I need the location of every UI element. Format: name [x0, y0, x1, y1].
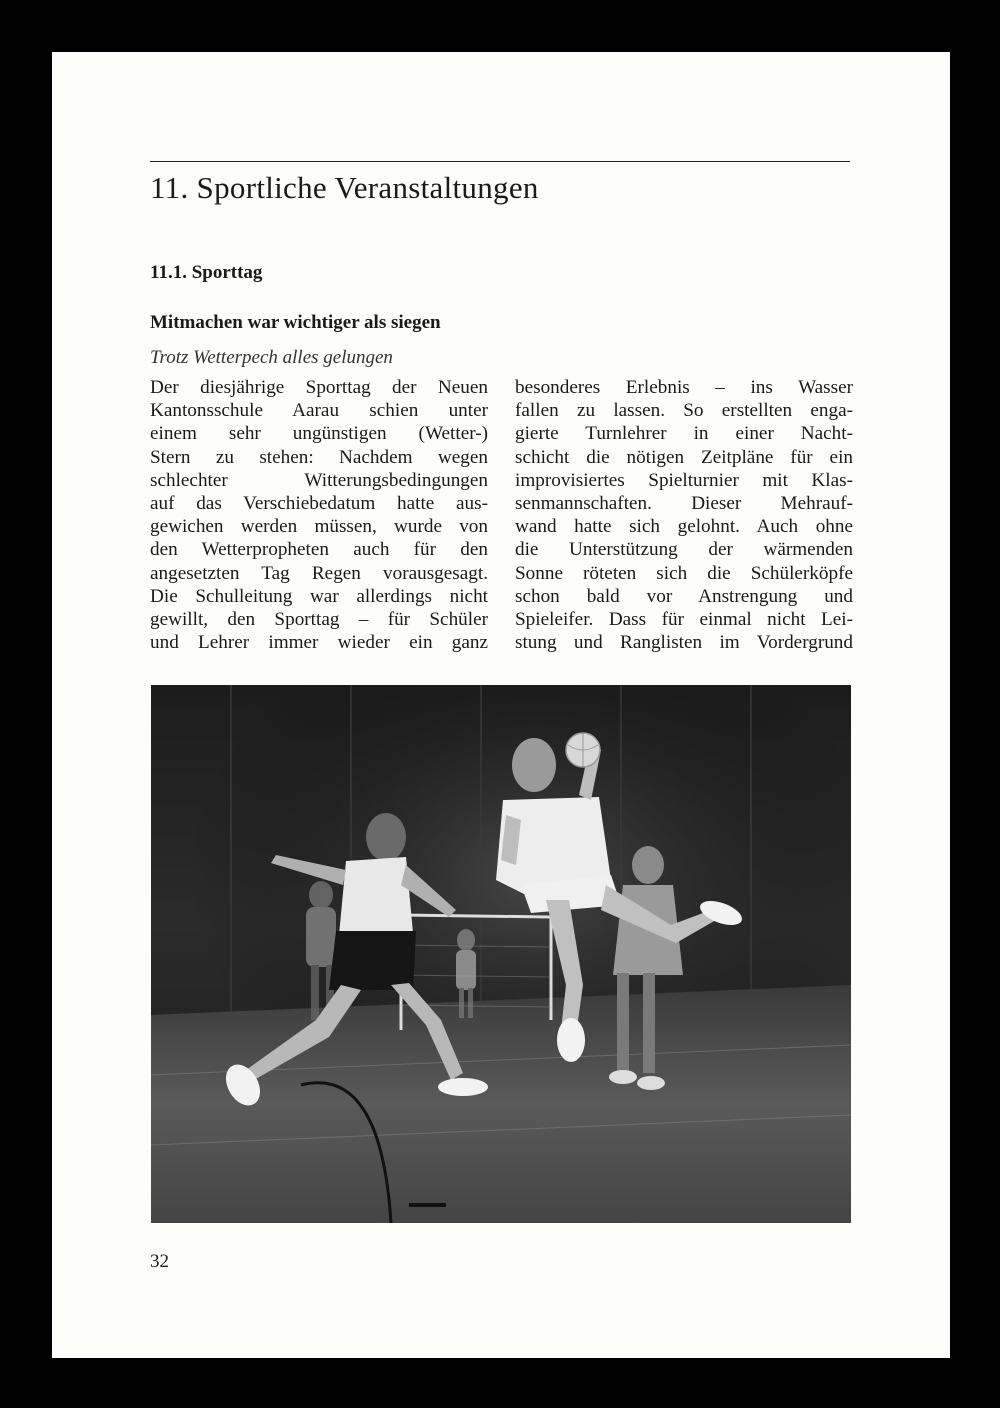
chapter-title: 11. Sportliche Veranstaltungen	[150, 170, 539, 205]
text-line: schlechter Witterungsbedingungen	[150, 469, 488, 491]
text-line: gierte Turnlehrer in einer Nacht-	[515, 423, 853, 445]
text-line: Der diesjährige Sporttag der Neuen	[150, 377, 488, 398]
text-line: Kantonsschule Aarau schien unter	[150, 400, 488, 422]
text-line: gewichen werden müssen, wurde von	[150, 516, 488, 538]
text-line: schicht die nötigen Zeitpläne für ein	[515, 446, 853, 468]
article-subtitle: Trotz Wetterpech alles gelungen	[150, 347, 393, 368]
section-heading: 11.1. Sporttag	[150, 262, 263, 283]
article-title: Mitmachen war wichtiger als siegen	[150, 312, 441, 333]
page-number: 32	[150, 1251, 169, 1272]
text-line: besonderes Erlebnis – ins Wasser	[515, 377, 853, 398]
text-line: senmannschaften. Dieser Mehrauf-	[515, 492, 853, 514]
text-line: und Lehrer immer wieder ein ganz	[150, 632, 488, 654]
left-text-column	[150, 376, 488, 654]
text-line: Die Schulleitung war allerdings nicht	[150, 585, 488, 607]
text-line: Stern zu stehen: Nachdem wegen	[150, 446, 488, 468]
text-line: die Unterstützung der wärmenden	[515, 539, 853, 561]
handball-photo	[151, 685, 851, 1223]
text-line: Spieleifer. Dass für einmal nicht Lei-	[515, 608, 853, 630]
text-line: auf das Verschiebedatum hatte aus-	[150, 492, 488, 514]
text-line: angesetzten Tag Regen vorausgesagt.	[150, 562, 488, 584]
right-text-column	[515, 376, 853, 654]
text-line: Sonne röteten sich die Schülerköpfe	[515, 562, 853, 584]
document-page	[52, 52, 950, 1358]
text-line: schon bald vor Anstrengung und	[515, 585, 853, 607]
text-line: improvisiertes Spielturnier mit Klas-	[515, 469, 853, 491]
text-line: stung und Ranglisten im Vordergrund	[515, 632, 853, 654]
header-rule	[150, 161, 850, 162]
text-line: gewillt, den Sporttag – für Schüler	[150, 608, 488, 630]
text-line: fallen zu lassen. So erstellten enga-	[515, 400, 853, 422]
text-line: den Wetterpropheten auch für den	[150, 539, 488, 561]
text-line: wand hatte sich gelohnt. Auch ohne	[515, 516, 853, 538]
text-line: einem sehr ungünstigen (Wetter-)	[150, 423, 488, 445]
